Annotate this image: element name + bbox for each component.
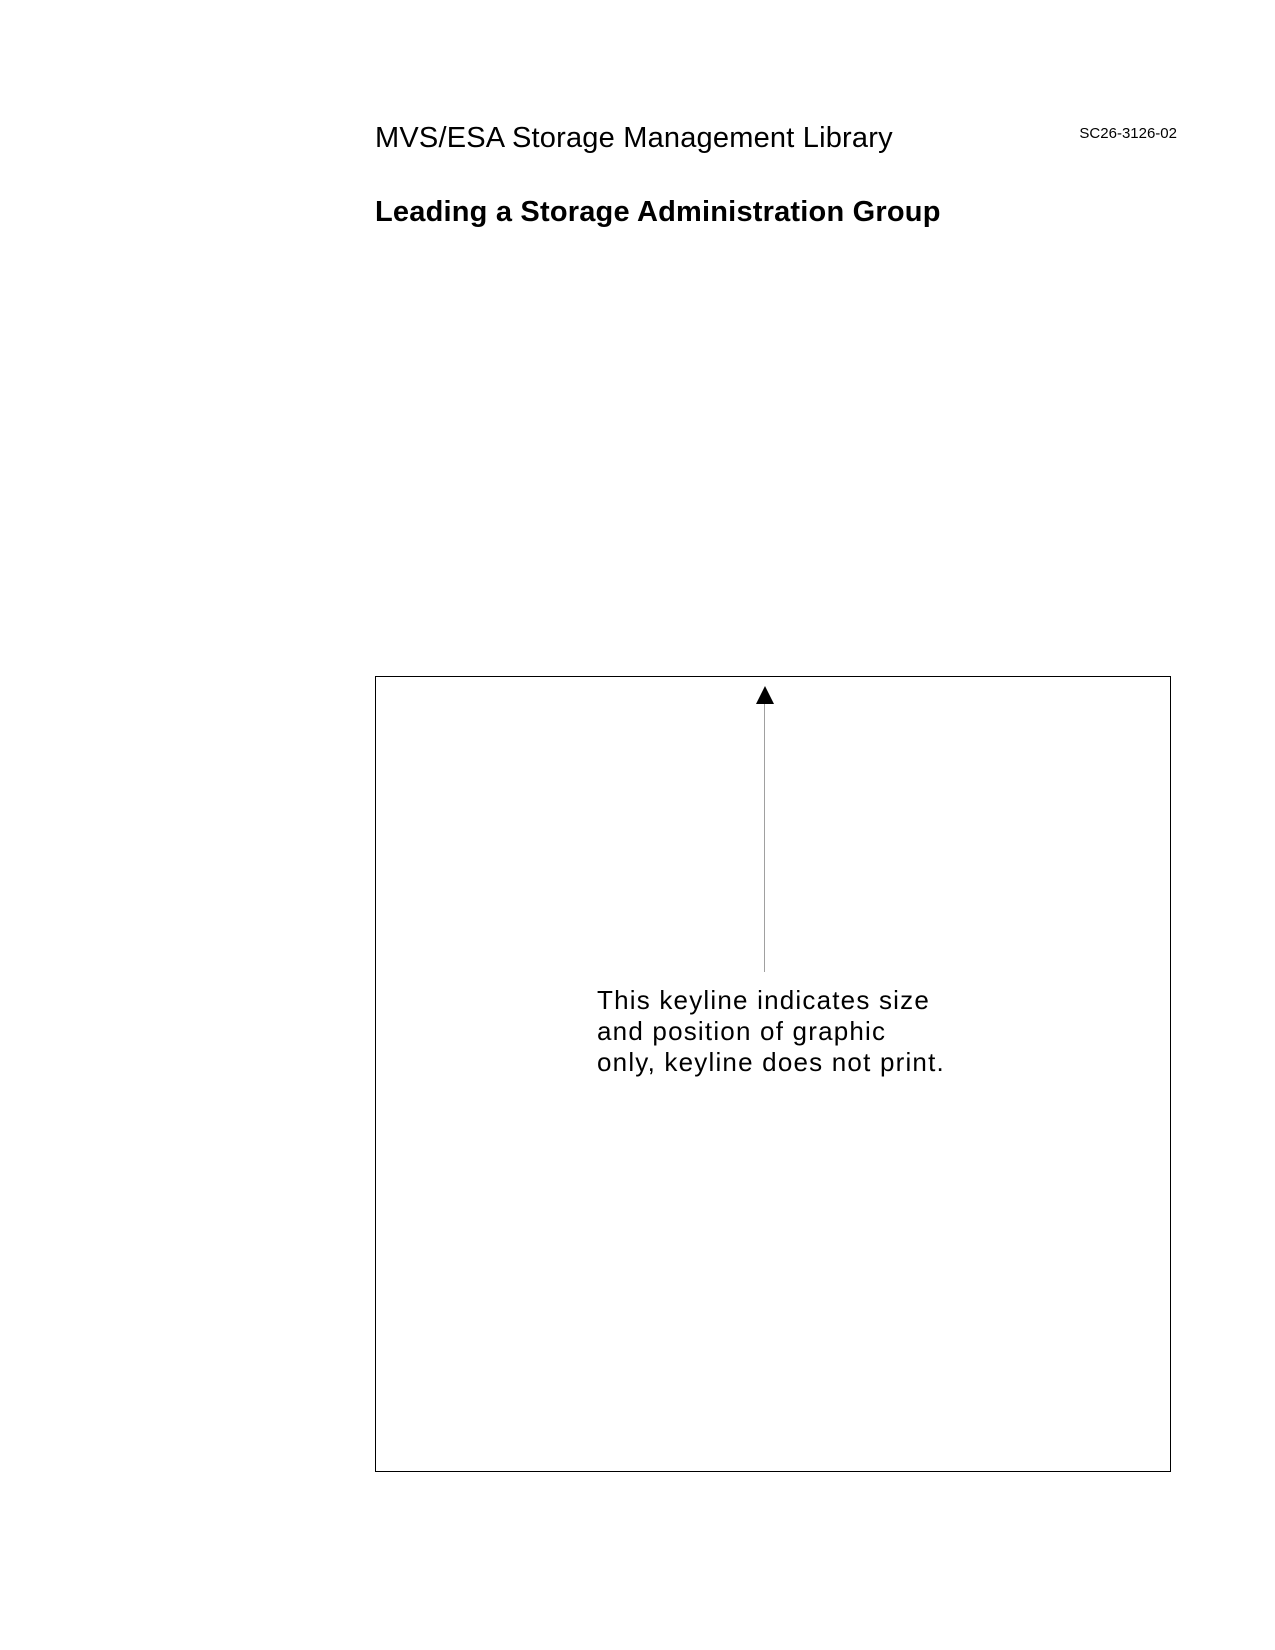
keyline-note-line: only, keyline does not print. [597, 1047, 945, 1077]
library-title: MVS/ESA Storage Management Library [375, 122, 893, 154]
keyline-note-line: and position of graphic [597, 1016, 887, 1046]
up-arrow-icon [756, 686, 774, 704]
form-number: SC26-3126-02 [1079, 125, 1177, 142]
arrow-shaft [764, 704, 765, 972]
book-title: Leading a Storage Administration Group [375, 196, 941, 228]
keyline-note [597, 985, 945, 1078]
keyline-note-line: This keyline indicates size [597, 985, 930, 1015]
